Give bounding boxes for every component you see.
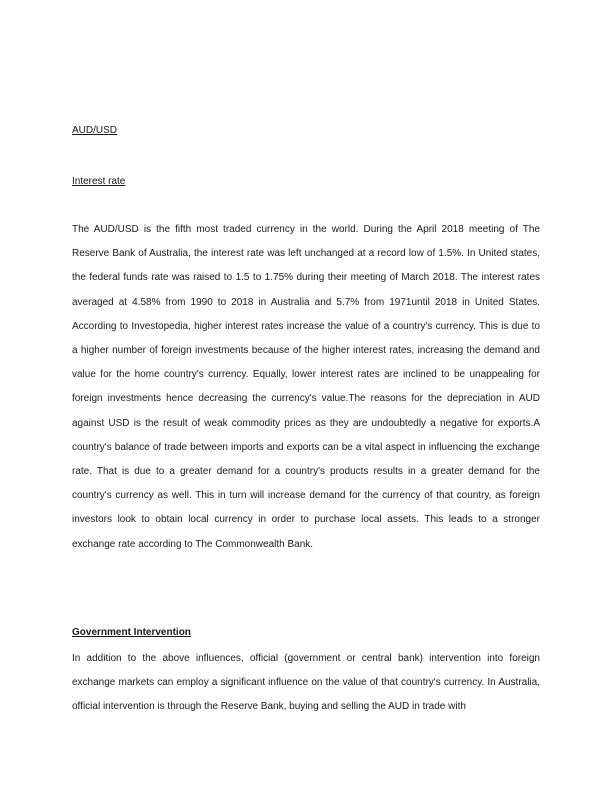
interest-rate-heading: Interest rate [72,176,126,187]
document-title-heading: AUD/USD [72,125,118,136]
government-intervention-heading: Government Intervention [72,627,191,638]
government-intervention-paragraph: In addition to the above influences, official (government or central bank) intervention into foreign exchange markets can employ a significant influence on the value of that country's currency. In Australia, official intervention is through the Reserve Bank, buying and selling the AUD in trade with [72,653,540,713]
interest-rate-paragraph: The AUD/USD is the fifth most traded currency in the world. During the April 2018 meeting of The Reserve Bank of Australia, the interest rate was left unchanged at a record low of 1.5%. In United states, the federal funds rate was raised to 1.5 to 1.75% during their meeting of March 2018. The interest rates averaged at 4.58% from 1990 to 2018 in Australia and 5.7% from 1971until 2018 in United States. According to Investopedia, higher interest rates increase the value of a country's currency. This is due to a higher number of foreign investments because of the higher interest rates, increasing the demand and value for the home country's currency. Equally, lower interest rates are inclined to be unappealing for foreign investments hence decreasing the currency's value.The reasons for the depreciation in AUD against USD is the result of weak commodity prices as they are undoubtedly a negative for exports.A country's balance of trade between imports and exports can be a vital aspect in influencing the exchange rate. That is due to a greater demand for a country's products results in a greater demand for the country's currency as well. This in turn will increase demand for the currency of that country, as foreign investors look to obtain local currency in order to purchase local assets. This leads to a stronger exchange rate according to The Commonwealth Bank. [72,224,540,550]
